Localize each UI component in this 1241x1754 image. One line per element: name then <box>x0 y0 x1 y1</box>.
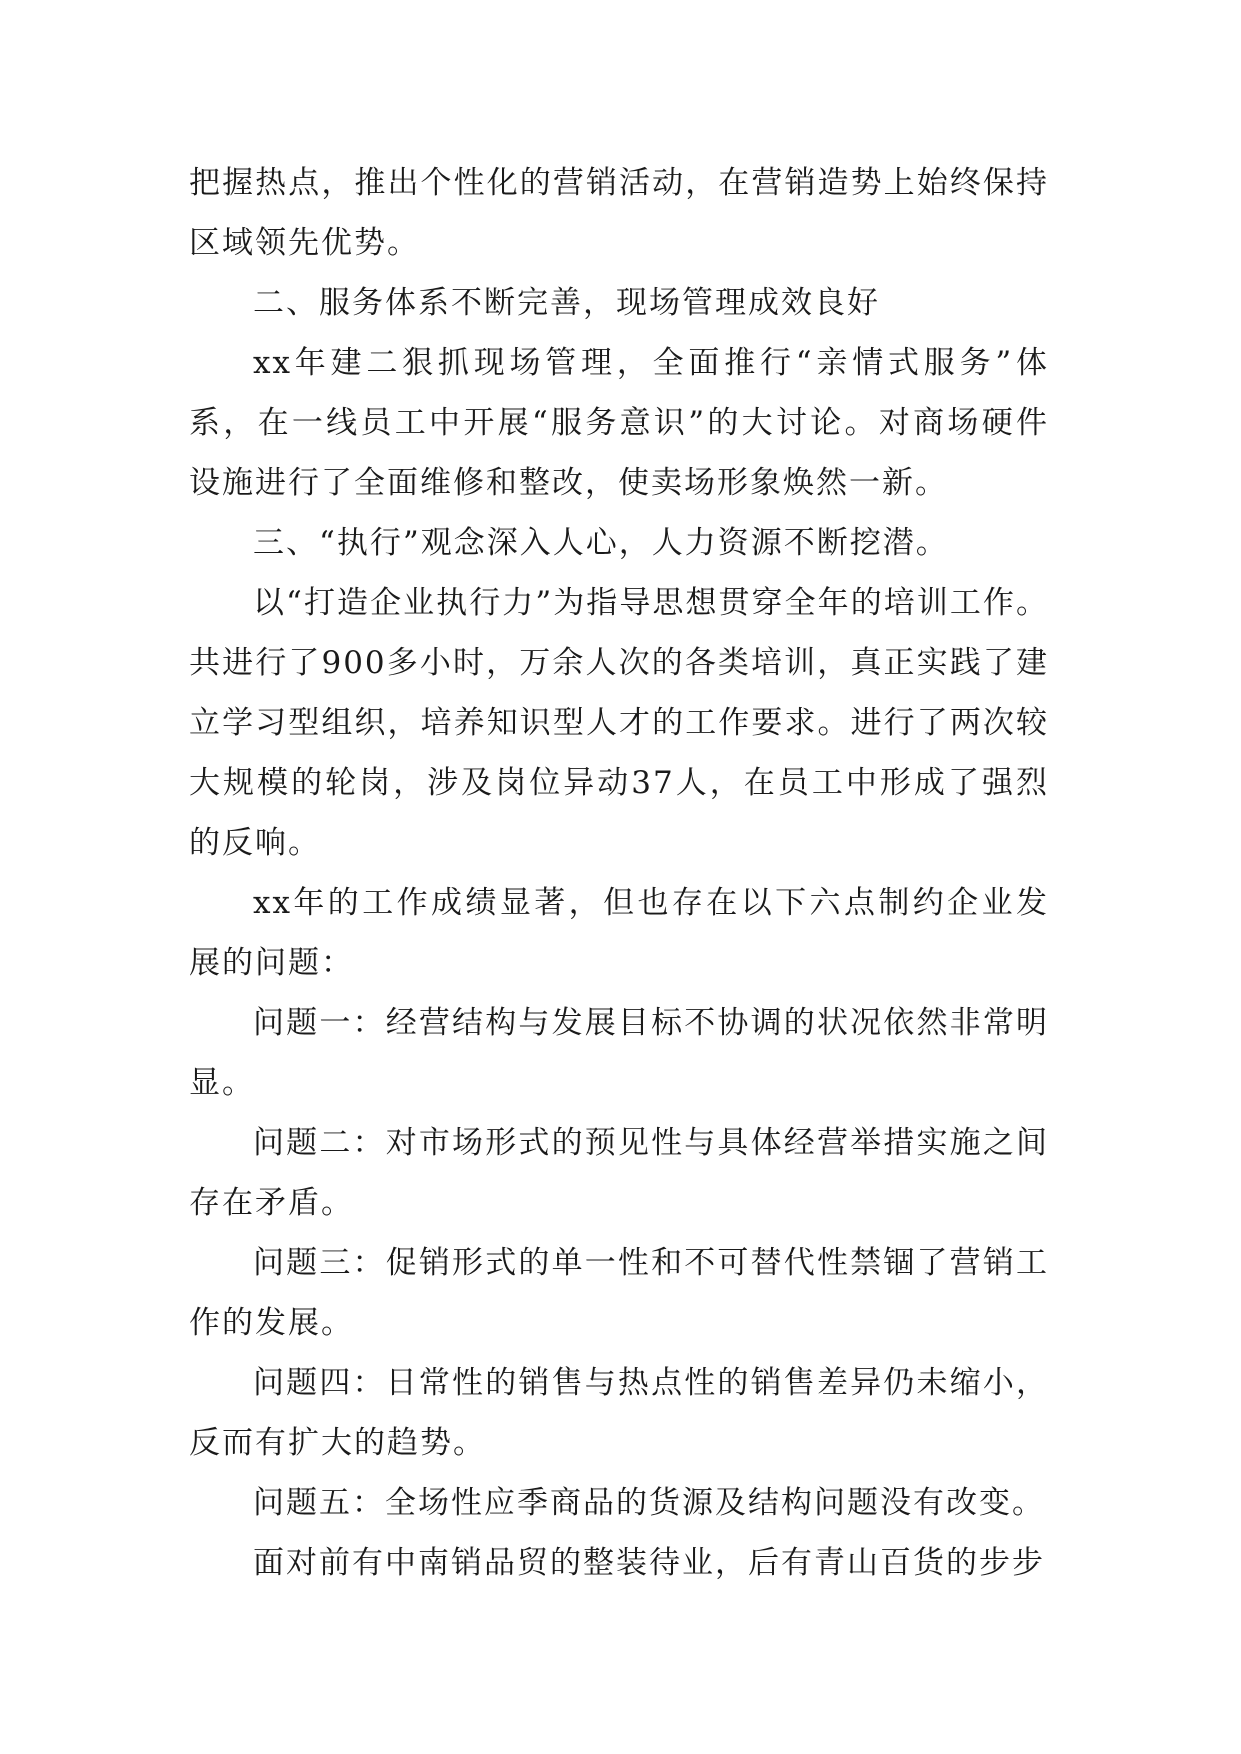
problem-4: 问题四：日常性的销售与热点性的销售差异仍未缩小，反而有扩大的趋势。 <box>189 1365 1049 1461</box>
problem-5: 问题五：全场性应季商品的货源及结构问题没有改变。 <box>253 1485 1045 1521</box>
problem-1: 问题一：经营结构与发展目标不协调的状况依然非常明显。 <box>189 1005 1049 1101</box>
paragraph-problems-intro: xx年的工作成绩显著，但也存在以下六点制约企业发展的问题： <box>189 885 1049 981</box>
problem-3: 问题三：促销形式的单一性和不可替代性禁锢了营销工作的发展。 <box>189 1245 1049 1341</box>
section-heading-2: 二、服务体系不断完善，现场管理成效良好 <box>253 285 880 321</box>
paragraph-continuation: 把握热点，推出个性化的营销活动，在营销造势上始终保持区域领先优势。 <box>189 165 1049 261</box>
paragraph-competition: 面对前有中南销品贸的整装待业，后有青山百货的步步 <box>253 1545 1045 1581</box>
paragraph-service: xx年建二狠抓现场管理，全面推行“亲情式服务”体系，在一线员工中开展“服务意识”的大讨论。对商场硬件设施进行了全面维修和整改，使卖场形象焕然一新。 <box>189 345 1049 501</box>
paragraph-training: 以“打造企业执行力”为指导思想贯穿全年的培训工作。共进行了900多小时，万余人次的各类培训，真正实践了建立学习型组织，培养知识型人才的工作要求。进行了两次较大规模的轮岗，涉及岗位异动37人，在员工中形成了强烈的反响。 <box>189 585 1049 861</box>
section-heading-3: 三、“执行”观念深入人心，人力资源不断挖潜。 <box>253 525 949 561</box>
document-body <box>189 153 1049 1593</box>
problem-2: 问题二：对市场形式的预见性与具体经营举措实施之间存在矛盾。 <box>189 1125 1049 1221</box>
